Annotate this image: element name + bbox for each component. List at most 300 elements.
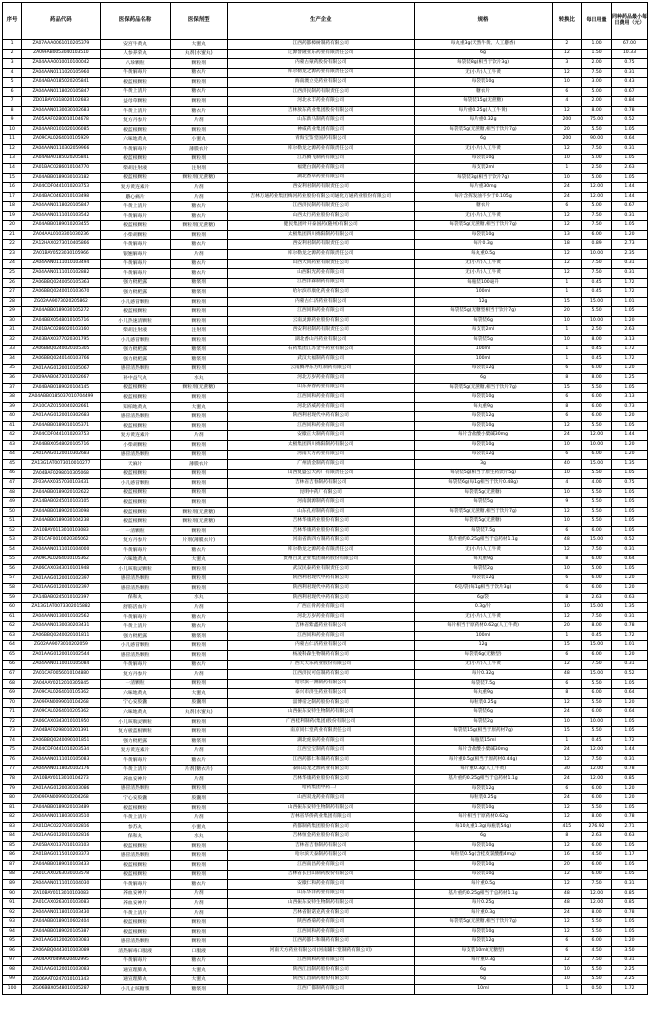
cell-dose: 0.45 xyxy=(582,345,612,355)
cell-code: ZA01BAY0523030105966 xyxy=(22,250,101,260)
cell-firm: 吉林华康药业股份有限公司 xyxy=(227,517,414,527)
cell-firm: 江西济民制药有限责任公司 xyxy=(227,87,414,97)
cell-dose: 5.50 xyxy=(582,125,612,135)
cell-num: 51 xyxy=(3,517,22,527)
cell-code: ZA01AAG0120010105067 xyxy=(22,364,101,374)
cell-form: 大蜜丸 xyxy=(170,689,227,699)
cell-dose: 75.00 xyxy=(582,116,612,126)
table-row xyxy=(3,679,648,689)
cell-code: ZA09CAL0264010105929 xyxy=(22,135,101,145)
cell-spec: 每丸重9g xyxy=(414,555,552,565)
cell-conv: 12 xyxy=(552,927,582,937)
cell-conv: 1 xyxy=(552,278,582,288)
cell-num: 99 xyxy=(3,975,22,985)
cell-name: 通宣理肺丸 xyxy=(100,966,170,976)
cell-form: 糖浆剂 xyxy=(170,345,227,355)
cell-firm: 山西振东安特生物制药有限公司 xyxy=(227,803,414,813)
cell-cost: 0.78 xyxy=(611,622,647,632)
cell-firm: 河北永丰药业有限公司 xyxy=(227,97,414,107)
cell-dose: 7.50 xyxy=(582,880,612,890)
cell-num: 67 xyxy=(3,670,22,680)
cell-name: 通宣理肺丸 xyxy=(100,975,170,985)
cell-spec: 每片含挥发油不少于0.105g xyxy=(414,192,552,202)
table-row xyxy=(3,956,648,966)
cell-spec: 每袋装12g xyxy=(414,784,552,794)
cell-conv: 24 xyxy=(552,908,582,918)
table-row xyxy=(3,469,648,479)
cell-cost: 0.78 xyxy=(611,106,647,116)
cell-code: ZA01AAG0120010302683 xyxy=(22,412,101,422)
table-row xyxy=(3,851,648,861)
cell-name: 感冒清热颗粒 xyxy=(100,851,170,861)
cell-conv: 15 xyxy=(552,383,582,393)
cell-name: 感冒清热颗粒 xyxy=(100,784,170,794)
cell-code: ZA09FAN0099010204268 xyxy=(22,794,101,804)
cell-cost: 1.72 xyxy=(611,278,647,288)
cell-conv: 40 xyxy=(552,460,582,470)
cell-name: 保和丸 xyxy=(100,593,170,603)
cell-num: 21 xyxy=(3,230,22,240)
cell-name: 牛黄上清片 xyxy=(100,908,170,918)
table-row xyxy=(3,946,648,956)
cell-cost: 2.25 xyxy=(611,966,647,976)
cell-spec: 10ml xyxy=(414,985,552,995)
cell-spec: 基片重约0.25g相当于总药材1.1g xyxy=(414,775,552,785)
cell-conv: 6 xyxy=(552,450,582,460)
cell-spec: 无(小片)人工牛黄 xyxy=(414,545,552,555)
table-row xyxy=(3,383,648,393)
cell-firm: 广西正骨药业有限公司 xyxy=(227,603,414,613)
cell-name: 牛黄解毒片 xyxy=(100,211,170,221)
cell-code: ZA04AAN0118010103430 xyxy=(22,908,101,918)
cell-cost: 0.84 xyxy=(611,97,647,107)
cell-name: 复方丹参片 xyxy=(100,536,170,546)
cell-dose: 8.00 xyxy=(582,335,612,345)
cell-firm: 陕西江昌制药股份有限公司 xyxy=(227,975,414,985)
cell-spec: 每片相当于原药材0.62g xyxy=(414,813,552,823)
cell-form: 颗粒剂(无蔗糖) xyxy=(170,383,227,393)
cell-num: 22 xyxy=(3,240,22,250)
cell-conv: 10 xyxy=(552,78,582,88)
cell-conv: 200 xyxy=(552,116,582,126)
cell-spec: 每袋装5g(无蔗糖) xyxy=(414,517,552,527)
table-row xyxy=(3,736,648,746)
cell-name: 舒筋活血片 xyxy=(100,603,170,613)
cell-form: 糖浆剂 xyxy=(170,736,227,746)
cell-spec: 每片含盐酸小檗碱30mg xyxy=(414,746,552,756)
cell-form: 颗粒剂 xyxy=(170,97,227,107)
cell-dose: 15.00 xyxy=(582,460,612,470)
cell-cost: 2.25 xyxy=(611,975,647,985)
cell-cost: 2.35 xyxy=(611,250,647,260)
cell-num: 69 xyxy=(3,689,22,699)
cell-num: 30 xyxy=(3,316,22,326)
table-row xyxy=(3,765,648,775)
cell-code: ZG02AA9073020205862 xyxy=(22,297,101,307)
col-drug-name: 医保药品名称 xyxy=(100,3,170,40)
cell-code: ZA04AAN0118030103510 xyxy=(22,813,101,823)
cell-name: 小儿止咳糖浆 xyxy=(100,985,170,995)
cell-num: 2 xyxy=(3,49,22,59)
cell-name: 板蓝根颗粒 xyxy=(100,393,170,403)
cell-spec: 每瓶装15ml xyxy=(414,736,552,746)
cell-conv: 12 xyxy=(552,956,582,966)
cell-dose: 6.00 xyxy=(582,412,612,422)
cell-num: 82 xyxy=(3,813,22,823)
cell-code: ZA06ABQ0443010103089 xyxy=(22,946,101,956)
cell-code: ZA01AAG0120010302683 xyxy=(22,450,101,460)
cell-name: 板蓝根颗粒 xyxy=(100,498,170,508)
cell-conv: 12 xyxy=(552,660,582,670)
cell-conv: 12 xyxy=(552,269,582,279)
cell-form: 糖衣片 xyxy=(170,240,227,250)
cell-form: 颗粒剂 xyxy=(170,937,227,947)
cell-num: 53 xyxy=(3,536,22,546)
table-row xyxy=(3,145,648,155)
cell-num: 16 xyxy=(3,183,22,193)
cell-firm: 云南灵源药业股份有限公司 xyxy=(227,316,414,326)
cell-name: 宁心安胶囊 xyxy=(100,698,170,708)
cell-dose: 7.50 xyxy=(582,545,612,555)
cell-cost: 1.20 xyxy=(611,937,647,947)
cell-num: 58 xyxy=(3,584,22,594)
cell-dose: 4.50 xyxy=(582,851,612,861)
cell-code: ZA04ABB0189020105387 xyxy=(22,927,101,937)
cell-dose: 8.00 xyxy=(582,106,612,116)
cell-spec: 每袋装12g xyxy=(414,574,552,584)
cell-conv: 18 xyxy=(552,240,582,250)
cell-conv: 12 xyxy=(552,421,582,431)
cell-name: 养血安神片 xyxy=(100,889,170,899)
cell-code: ZA06BBQ0240010103670 xyxy=(22,288,101,298)
cell-cost: 0.67 xyxy=(611,87,647,97)
cell-cost: 0.43 xyxy=(611,78,647,88)
cell-code: ZA13G1AT0073010010277 xyxy=(22,460,101,470)
cell-firm: 山东孔府制药有限公司 xyxy=(227,507,414,517)
cell-name: 柴胡注射液 xyxy=(100,326,170,336)
cell-firm: 吉林省吉春制药有限公司 xyxy=(227,841,414,851)
cell-spec: 100ml xyxy=(414,355,552,365)
cell-cost: 1.05 xyxy=(611,507,647,517)
cell-dose: 7.50 xyxy=(582,145,612,155)
cell-firm: 石药集团江苏金牛药业有限公司 xyxy=(227,345,414,355)
cell-conv: 10 xyxy=(552,469,582,479)
cell-form: 颗粒剂 xyxy=(170,440,227,450)
cell-conv: 10 xyxy=(552,488,582,498)
cell-firm: 河北万岁药业有限公司 xyxy=(227,374,414,384)
cell-form: 颗粒剂 xyxy=(170,479,227,489)
table-row xyxy=(3,326,648,336)
col-conversion-ratio: 转换比 xyxy=(552,3,582,40)
cell-name: 知柏地黄丸 xyxy=(100,402,170,412)
cell-spec: 每袋装5g(无蔗糖,相当于饮片7g) xyxy=(414,507,552,517)
cell-code: ZA04AAN0118020105847 xyxy=(22,87,101,97)
cell-spec: 每袋装6g(无糖型) xyxy=(414,651,552,661)
cell-num: 85 xyxy=(3,841,22,851)
cell-code: ZA01BAC0286010104770 xyxy=(22,164,101,174)
cell-code: ZA01AAG0120020103083 xyxy=(22,937,101,947)
cell-dose: 12.00 xyxy=(582,746,612,756)
cell-firm: 福建白润药业有限公司 xyxy=(227,164,414,174)
cell-form: 颗粒剂 xyxy=(170,469,227,479)
cell-num: 55 xyxy=(3,555,22,565)
table-row xyxy=(3,670,648,680)
cell-form: 注射剂 xyxy=(170,164,227,174)
cell-cost: 0.31 xyxy=(611,269,647,279)
cell-name: 小儿咳喘灵颗粒 xyxy=(100,565,170,575)
cell-cost: 0.63 xyxy=(611,832,647,842)
cell-code: ZA06BBQ0240140103766 xyxy=(22,355,101,365)
cell-firm: 河南润源制药有限公司 xyxy=(227,498,414,508)
cell-spec: 每片重0.3g(人工牛黄) xyxy=(414,765,552,775)
cell-firm: 陕西利君现代中药有限公司 xyxy=(227,412,414,422)
cell-cost: 0.52 xyxy=(611,116,647,126)
cell-conv: 10 xyxy=(552,440,582,450)
cell-code: ZA04AAY0212010305845 xyxy=(22,679,101,689)
cell-code: ZA09FAN0099010104268 xyxy=(22,698,101,708)
cell-firm: 贵州百灵企业集团制药股份有限公司 xyxy=(227,555,414,565)
cell-conv: 20 xyxy=(552,125,582,135)
table-row xyxy=(3,59,648,69)
cell-spec: 每袋装10g xyxy=(414,154,552,164)
cell-cost: 1.05 xyxy=(611,861,647,871)
cell-dose: 15.00 xyxy=(582,536,612,546)
cell-form: 颗粒剂 xyxy=(170,154,227,164)
cell-firm: 河北万岁药业有限公司 xyxy=(227,612,414,622)
cell-form: 糖衣片 xyxy=(170,269,227,279)
cell-num: 89 xyxy=(3,880,22,890)
table-row xyxy=(3,402,648,412)
cell-firm: 广州清金制药有限公司 xyxy=(227,460,414,470)
cell-code: ZA04CDF0441010203534 xyxy=(22,746,101,756)
cell-code: ZA04BAB0189020104145 xyxy=(22,383,101,393)
cell-spec: 糖衣片 xyxy=(414,87,552,97)
cell-firm: 南京同仁堂药业有限责任公司 xyxy=(227,727,414,737)
cell-name: 板蓝根颗粒 xyxy=(100,383,170,393)
cell-spec: 每片重0.5g xyxy=(414,880,552,890)
cell-spec: 每袋装5g(无糖型相当于饮片7g) xyxy=(414,307,552,317)
cell-num: 95 xyxy=(3,937,22,947)
cell-name: 感冒清热颗粒 xyxy=(100,651,170,661)
cell-spec: 每支装10ml(无糖型) xyxy=(414,946,552,956)
cell-form: 薄膜衣片 xyxy=(170,460,227,470)
table-row xyxy=(3,908,648,918)
table-row xyxy=(3,364,648,374)
cell-num: 39 xyxy=(3,402,22,412)
cell-code: ZA04BAF0298010201391 xyxy=(22,727,101,737)
cell-conv: 12 xyxy=(552,612,582,622)
table-row xyxy=(3,927,648,937)
cell-cost: 1.72 xyxy=(611,355,647,365)
cell-num: 3 xyxy=(3,59,22,69)
cell-dose: 5.50 xyxy=(582,918,612,928)
table-row xyxy=(3,450,648,460)
cell-name: 六味地黄丸 xyxy=(100,135,170,145)
table-row xyxy=(3,460,648,470)
cell-spec: 12g xyxy=(414,297,552,307)
cell-conv: 6 xyxy=(552,87,582,97)
cell-cost: 1.05 xyxy=(611,383,647,393)
cell-num: 84 xyxy=(3,832,22,842)
cell-conv: 10 xyxy=(552,335,582,345)
cell-spec: 每袋装12g xyxy=(414,937,552,947)
table-row xyxy=(3,488,648,498)
cell-form: 糖浆剂 xyxy=(170,355,227,365)
cell-num: 24 xyxy=(3,259,22,269)
cell-firm: 哈尔滨市康化药业有限公司 xyxy=(227,288,414,298)
cell-firm: 江西同和药业有限公司 xyxy=(227,927,414,937)
cell-spec: 每片0.25g xyxy=(414,899,552,909)
cell-form: 大蜜丸 xyxy=(170,555,227,565)
cell-name: 参苏丸 xyxy=(100,822,170,832)
cell-form: 糖衣片 xyxy=(170,202,227,212)
cell-firm: 陕西利君现代中药有限公司 xyxy=(227,584,414,594)
cell-name: 感冒清热颗粒 xyxy=(100,412,170,422)
cell-form: 颗粒剂 xyxy=(170,851,227,861)
cell-num: 44 xyxy=(3,450,22,460)
cell-cost: 0.78 xyxy=(611,813,647,823)
cell-num: 36 xyxy=(3,374,22,384)
cell-dose: 0.45 xyxy=(582,631,612,641)
cell-num: 11 xyxy=(3,135,22,145)
cell-firm: 药都制药集团股份有限公司 xyxy=(227,822,414,832)
cell-dose: 5.00 xyxy=(582,565,612,575)
cell-conv: 6 xyxy=(552,651,582,661)
cell-firm: 江西同和药业有限公司 xyxy=(227,956,414,966)
cell-dose: 6.00 xyxy=(582,526,612,536)
cell-spec: 每片重0.5g(相当于原药材0.44g) xyxy=(414,756,552,766)
cell-firm: 江西同和药业有限公司 xyxy=(227,307,414,317)
cell-num: 70 xyxy=(3,698,22,708)
cell-spec: 每袋装5g xyxy=(414,335,552,345)
cell-firm: 吉林华康药业股份有限公司 xyxy=(227,526,414,536)
cell-spec: 每袋装5g(相当于原生药饮片5g) xyxy=(414,469,552,479)
cell-form: 颗粒剂 xyxy=(170,230,227,240)
table-row xyxy=(3,507,648,517)
cell-num: 14 xyxy=(3,164,22,174)
cell-cost: 0.31 xyxy=(611,259,647,269)
cell-code: ZA04BBX0548010105716 xyxy=(22,316,101,326)
cell-name: 牛黄上清片 xyxy=(100,202,170,212)
cell-num: 28 xyxy=(3,297,22,307)
cell-cost: 2.63 xyxy=(611,326,647,336)
cell-conv: 20 xyxy=(552,307,582,317)
cell-form: 片剂 xyxy=(170,250,227,260)
cell-firm: 江西宝宝制药有限公司 xyxy=(227,746,414,756)
table-row xyxy=(3,545,648,555)
cell-form: 颗粒剂 xyxy=(170,651,227,661)
cell-code: ZA04ABB0189010103433 xyxy=(22,861,101,871)
cell-code: ZA14BAB0245010102397 xyxy=(22,593,101,603)
cell-dose: 12.00 xyxy=(582,889,612,899)
cell-firm: 江西南昌药业有限公司 xyxy=(227,861,414,871)
cell-num: 57 xyxy=(3,574,22,584)
cell-cost: 3.13 xyxy=(611,335,647,345)
cell-code: ZA04ABA0185020205841 xyxy=(22,154,101,164)
cell-conv: 8 xyxy=(552,402,582,412)
cell-code: ZA06CAX0343010101948 xyxy=(22,565,101,575)
cell-dose: 6.00 xyxy=(582,450,612,460)
cell-cost: 1.05 xyxy=(611,526,647,536)
cell-name: 小柴胡颗粒 xyxy=(100,440,170,450)
cell-code: ZA01AAG0120010102397 xyxy=(22,584,101,594)
table-row xyxy=(3,297,648,307)
cell-num: 49 xyxy=(3,498,22,508)
cell-firm: 内蒙古仁济药业有限公司 xyxy=(227,297,414,307)
cell-cost: 0.75 xyxy=(611,479,647,489)
cell-firm: 河北济威药业有限公司 xyxy=(227,402,414,412)
cell-spec: 无(小片)人工牛黄 xyxy=(414,269,552,279)
table-row xyxy=(3,861,648,871)
cell-code: ZA04AAN0111010104000 xyxy=(22,545,101,555)
cell-name: 复方丹参片 xyxy=(100,116,170,126)
cell-code: ZA06BBQ0240050105363 xyxy=(22,278,101,288)
table-row xyxy=(3,803,648,813)
cell-dose: 6.00 xyxy=(582,937,612,947)
cell-num: 64 xyxy=(3,641,22,651)
cell-dose: 7.50 xyxy=(582,221,612,231)
cell-name: 强力枇杷露 xyxy=(100,345,170,355)
cell-firm: 吉林省吉春制药有限公司 xyxy=(227,479,414,489)
cell-form: 大蜜丸 xyxy=(170,40,227,50)
cell-name: 安宫牛黄丸 xyxy=(100,40,170,50)
table-row xyxy=(3,584,648,594)
table-row xyxy=(3,125,648,135)
cell-spec: 每袋装5g(无蔗糖) xyxy=(414,488,552,498)
cell-name: 六味地黄丸 xyxy=(100,555,170,565)
cell-cost: 67.00 xyxy=(611,40,647,50)
cell-cost: 1.05 xyxy=(611,154,647,164)
cell-form: 片剂 xyxy=(170,813,227,823)
table-row xyxy=(3,240,648,250)
cell-name: 感冒清热颗粒 xyxy=(100,450,170,460)
cell-dose: 5.50 xyxy=(582,698,612,708)
cell-form: 胶囊剂 xyxy=(170,698,227,708)
cell-cost: 1.05 xyxy=(611,841,647,851)
cell-num: 46 xyxy=(3,469,22,479)
cell-name: 强力枇杷露 xyxy=(100,355,170,365)
cell-firm: 太极集团四川绵阳制药有限公司 xyxy=(227,230,414,240)
cell-firm: 泰阳岛龙之源药业有限公司 xyxy=(227,765,414,775)
table-row xyxy=(3,431,648,441)
cell-firm: 河南省新四方制药有限公司 xyxy=(227,536,414,546)
cell-firm: 西安利君制药有限责任公司 xyxy=(227,326,414,336)
cell-firm: 江西济民制药有限责任公司 xyxy=(227,202,414,212)
cell-form: 丸剂(水蜜丸) xyxy=(170,708,227,718)
table-row xyxy=(3,555,648,565)
table-row xyxy=(3,288,648,298)
cell-form: 糖衣片 xyxy=(170,106,227,116)
cell-firm: 淄博帝之制药股份有限公司 xyxy=(227,698,414,708)
cell-conv: 24 xyxy=(552,431,582,441)
cell-dose: 2.63 xyxy=(582,832,612,842)
table-row xyxy=(3,49,648,59)
cell-num: 18 xyxy=(3,202,22,212)
cell-firm: 西安利君制药有限责任公司 xyxy=(227,183,414,193)
cell-num: 35 xyxy=(3,364,22,374)
cell-code: ZA04ABB0189010105371 xyxy=(22,421,101,431)
cell-cost: 1.05 xyxy=(611,469,647,479)
cell-spec: 每袋装10g xyxy=(414,393,552,403)
cell-form: 颗粒剂 xyxy=(170,421,227,431)
cell-firm: 库尔勒龙之源药业有限责任公司 xyxy=(227,68,414,78)
cell-firm: 湖北香山丹药业有限公司 xyxy=(227,335,414,345)
cell-cost: 1.20 xyxy=(611,574,647,584)
table-row xyxy=(3,517,648,527)
cell-firm: 吉林敖东药业集团股份有限公司 xyxy=(227,106,414,116)
cell-dose: 2.63 xyxy=(582,593,612,603)
cell-dose: 7.50 xyxy=(582,756,612,766)
